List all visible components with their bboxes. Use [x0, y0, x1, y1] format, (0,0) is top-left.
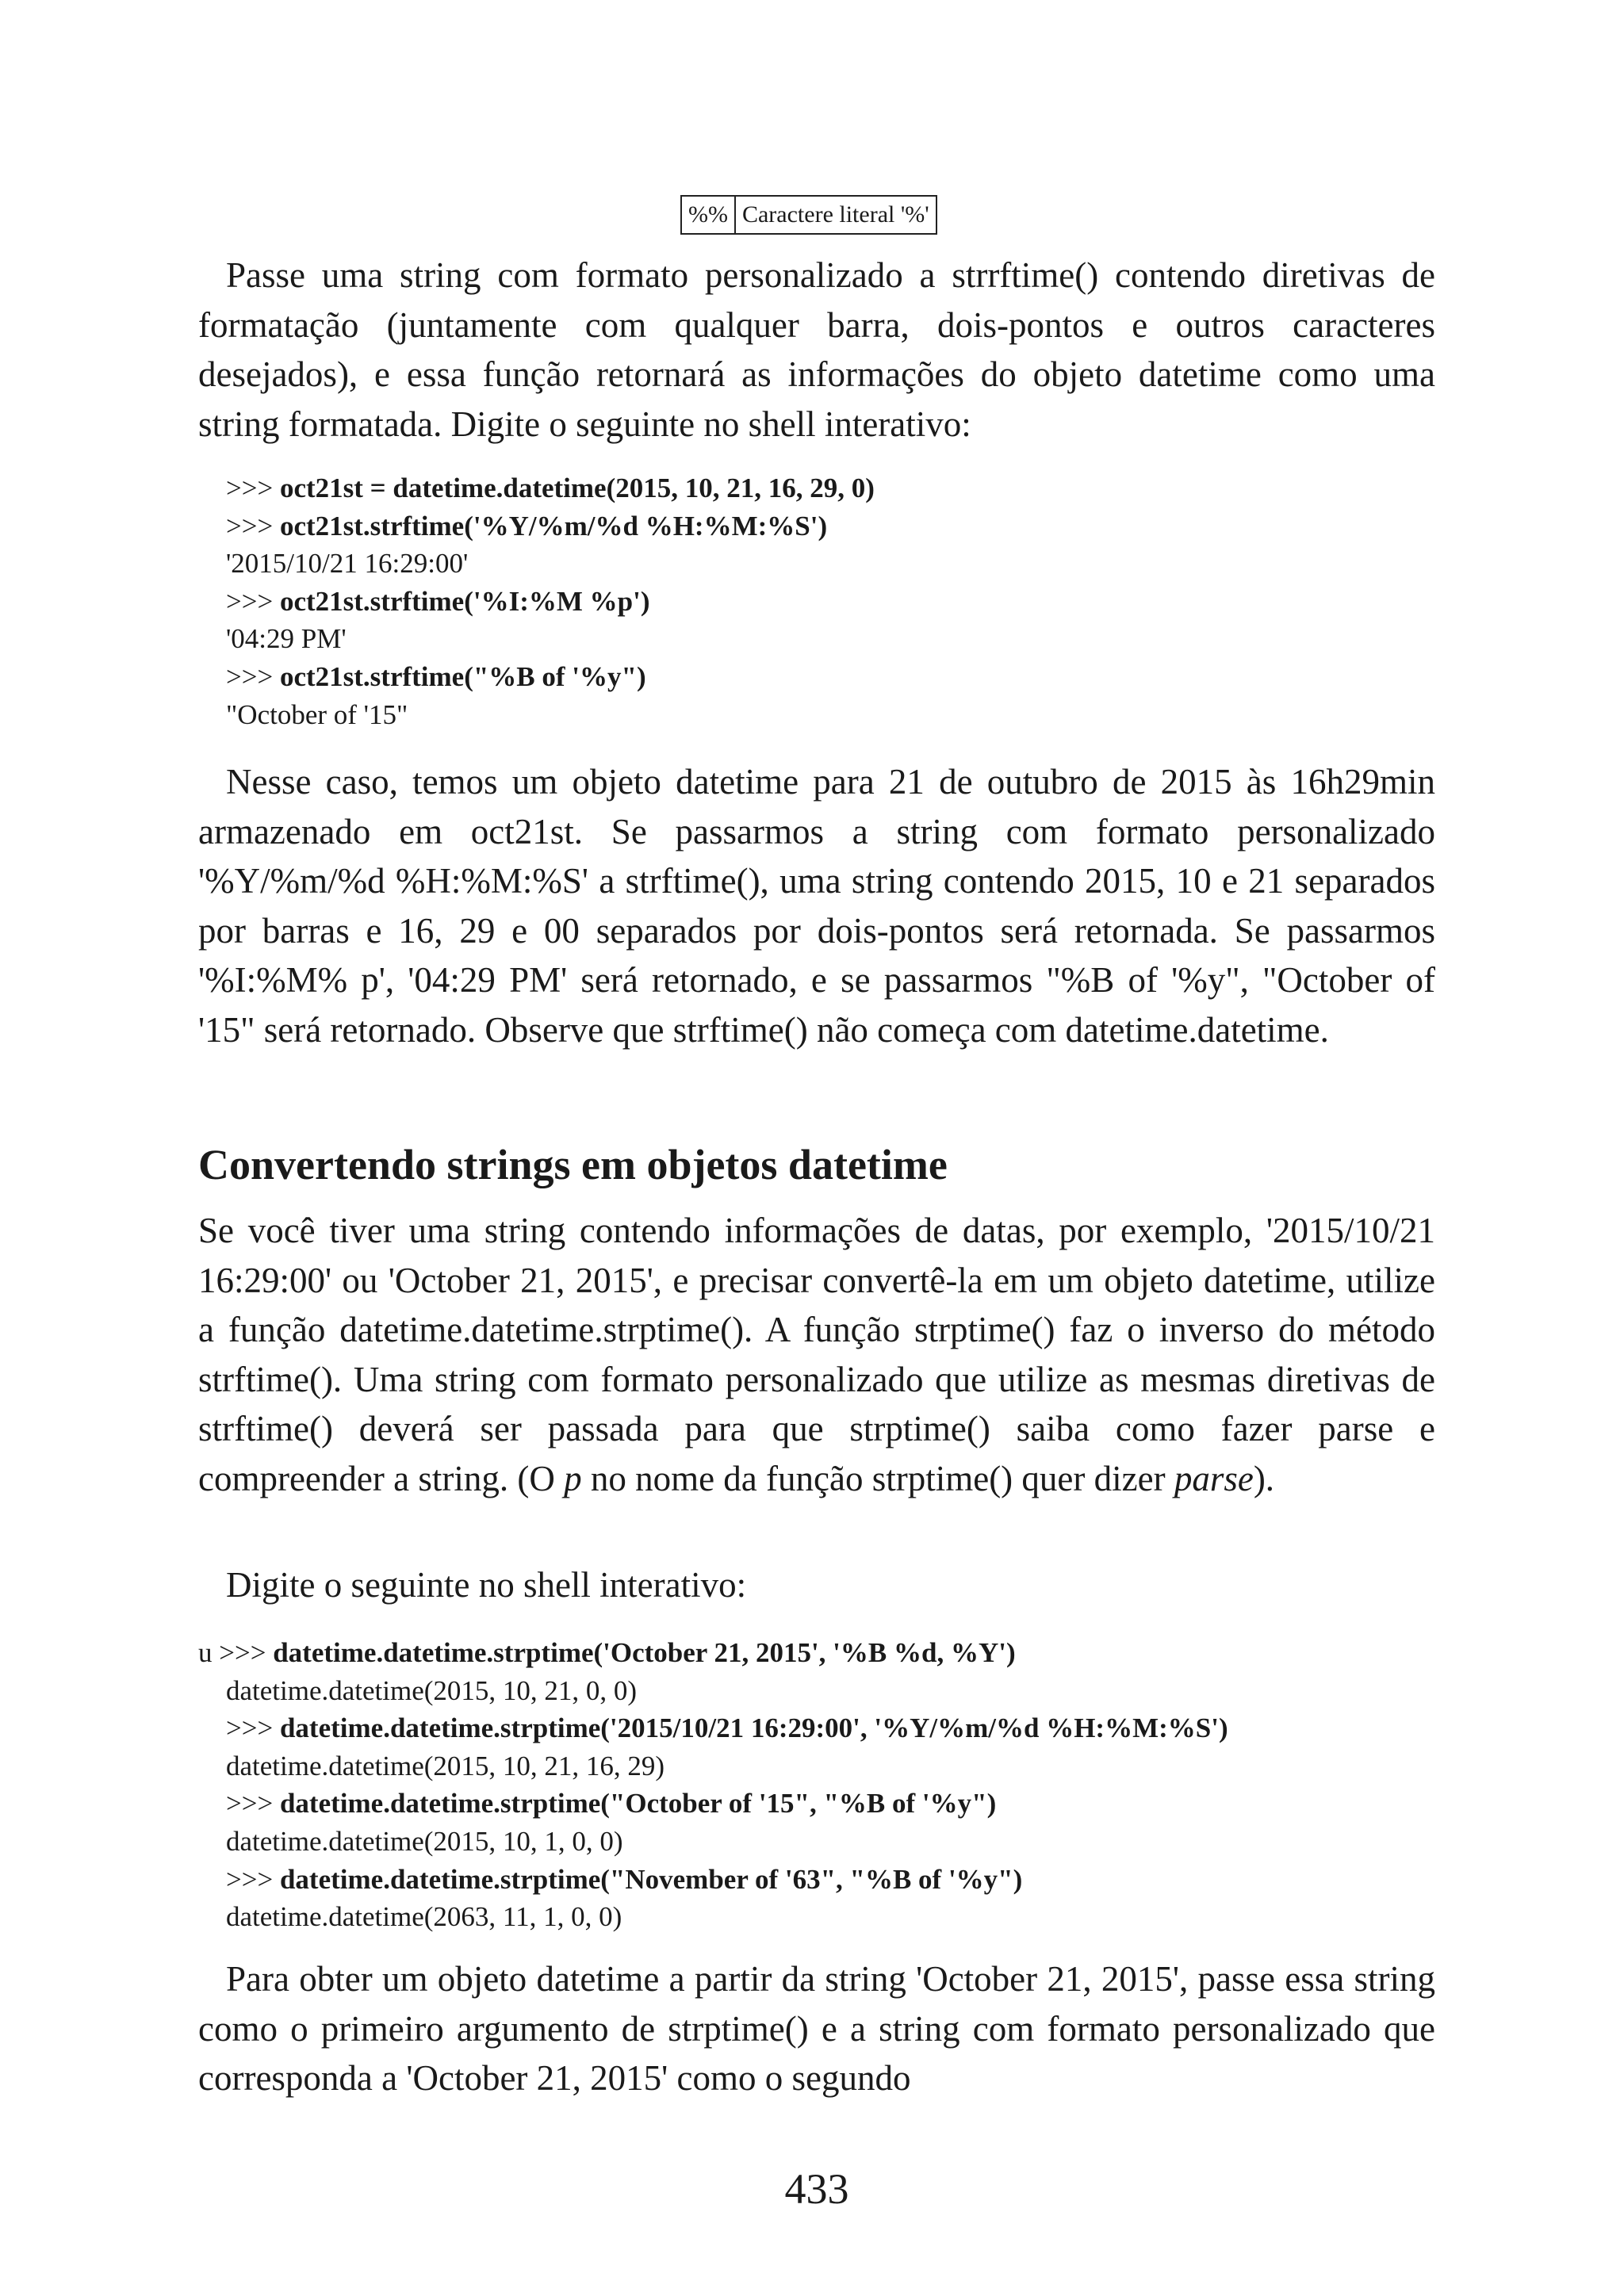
directive-code: %%: [681, 196, 735, 234]
paragraph-strftime-explanation: Nesse caso, temos um objeto datetime para 21 de outubro de 2015 às 16h29min armazenado em oct21st. Se passarmos a string com formato personalizado '%Y/%m/%d %H:%M:%S' a strftime(), uma string contendo 2015, 10 e 21 separados por barras e 16, 29 e 00 separados por dois-pontos será retornada. Se passarmos '%I:%M% p', '04:29 PM' será retornado, e se passarmos "%B of '%y", "October of '15" será retornado. Observe que strftime() não começa com datetime.datetime.: [198, 762, 1435, 1050]
code-line: >>> oct21st.strftime("%B of '%y"): [226, 660, 646, 692]
page-number: 433: [784, 2165, 849, 2213]
code-block-strptime: [198, 1634, 1228, 1936]
code-output: datetime.datetime(2015, 10, 21, 0, 0): [226, 1674, 638, 1706]
book-page: [198, 0, 1435, 2296]
code-line: >>> datetime.datetime.strptime("November of '63", "%B of '%y"): [226, 1863, 1023, 1895]
code-line: u >>> datetime.datetime.strptime('October 21, 2015', '%B %d, %Y'): [198, 1637, 1016, 1668]
code-block-strftime: [226, 469, 875, 733]
code-line: >>> datetime.datetime.strptime("October of '15", "%B of '%y"): [226, 1788, 997, 1820]
code-line: >>> datetime.datetime.strptime('2015/10/21 16:29:00', '%Y/%m/%d %H:%M:%S'): [226, 1712, 1228, 1744]
table-row: [681, 196, 936, 234]
paragraph-shell-prompt: Digite o seguinte no shell interativo:: [226, 1565, 747, 1605]
directive-description: Caractere literal '%': [735, 196, 936, 234]
paragraph-strftime-intro: Passe uma string com formato personalizado a strrftime() contendo diretivas de formatação (juntamente com qualquer barra, dois-pontos e outros caracteres desejados), e essa função retornará as informações do objeto datetime como uma string formatada. Digite o seguinte no shell interativo:: [198, 255, 1435, 444]
code-line: >>> oct21st = datetime.datetime(2015, 10, 21, 16, 29, 0): [226, 473, 875, 503]
code-output: datetime.datetime(2015, 10, 21, 16, 29): [226, 1750, 665, 1781]
code-line: >>> oct21st.strftime('%Y/%m/%d %H:%M:%S'): [226, 510, 828, 541]
code-output: '2015/10/21 16:29:00': [226, 548, 469, 580]
paragraph-strptime-intro: Se você tiver uma string contendo informações de datas, por exemplo, '2015/10/21 16:29:00' ou 'October 21, 2015', e precisar convertê-la em um objeto datetime, utilize a função datetime.datetime.strptime(). A função strptime() faz o inverso do método strftime(). Uma string com formato personalizado que utilize as mesmas diretivas de strftime() deverá ser passada para que strptime() saiba como fazer parse e compreender a string. (O p no nome da função strptime() quer dizer parse).: [198, 1211, 1435, 1498]
directive-table: [680, 195, 937, 235]
code-output: '04:29 PM': [226, 623, 347, 655]
section-heading: Convertendo strings em objetos datetime: [198, 1141, 948, 1188]
code-output: datetime.datetime(2015, 10, 1, 0, 0): [226, 1825, 623, 1857]
code-output: "October of '15": [226, 698, 408, 730]
paragraph-strptime-explanation: Para obter um objeto datetime a partir da string 'October 21, 2015', passe essa string como o primeiro argumento de strptime() e a string com formato personalizado que corresponda a 'October 21, 2015' como o segundo: [198, 1959, 1435, 2098]
code-output: datetime.datetime(2063, 11, 1, 0, 0): [226, 1901, 622, 1933]
code-line: >>> oct21st.strftime('%I:%M %p'): [226, 585, 650, 617]
